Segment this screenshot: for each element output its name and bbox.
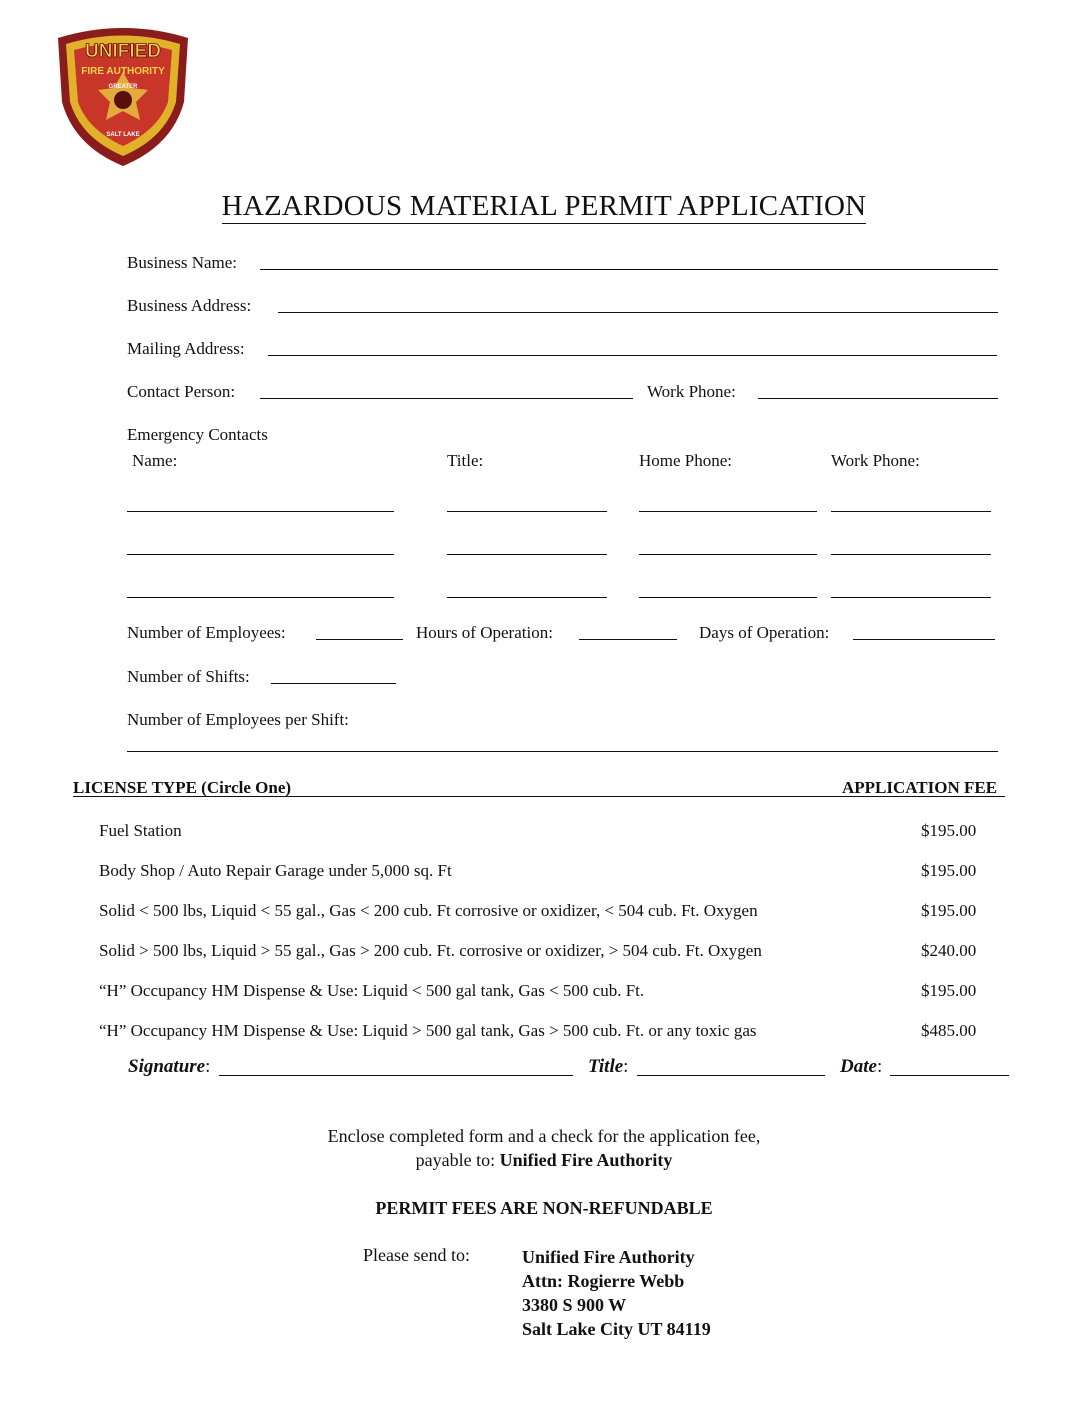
address-line: Attn: Rogierre Webb xyxy=(522,1271,685,1291)
license-desc: “H” Occupancy HM Dispense & Use: Liquid < 500 gal tank, Gas < 500 cub. Ft. xyxy=(99,981,645,1000)
business-address-input[interactable] xyxy=(278,292,998,313)
license-fee: $195.00 xyxy=(921,901,977,920)
address-line: Unified Fire Authority xyxy=(522,1247,695,1267)
emergency-name-1[interactable] xyxy=(127,491,394,512)
business-name-input[interactable] xyxy=(260,249,998,270)
signature-title-label: Title: xyxy=(588,1056,629,1077)
date-input[interactable] xyxy=(890,1055,1009,1076)
license-fee: $240.00 xyxy=(921,941,977,960)
contact-person-input[interactable] xyxy=(260,378,633,399)
emergency-home-phone-3[interactable] xyxy=(639,577,817,598)
license-fee: $195.00 xyxy=(921,981,977,1000)
emergency-title-1[interactable] xyxy=(447,491,607,512)
license-fee: $195.00 xyxy=(921,861,977,880)
application-fee-header: APPLICATION FEE xyxy=(842,778,998,797)
license-desc: Solid < 500 lbs, Liquid < 55 gal., Gas < 200 cub. Ft corrosive or oxidizer, < 504 cub. Ft. Oxygen xyxy=(99,901,758,920)
mailing-address-block xyxy=(522,1245,711,1341)
signature-title-input[interactable] xyxy=(637,1055,825,1076)
emergency-work-phone-1[interactable] xyxy=(831,491,991,512)
address-line: 3380 S 900 W xyxy=(522,1295,627,1315)
unified-fire-authority-logo xyxy=(52,24,194,170)
business-address-label: Business Address: xyxy=(127,296,252,315)
hours-of-operation-label: Hours of Operation: xyxy=(416,623,553,642)
mailing-address-input[interactable] xyxy=(268,335,997,356)
license-desc: Fuel Station xyxy=(99,821,182,840)
num-employees-input[interactable] xyxy=(316,619,403,640)
license-desc: Body Shop / Auto Repair Garage under 5,000 sq. Ft xyxy=(99,861,452,880)
num-shifts-label: Number of Shifts: xyxy=(127,667,250,686)
logo-top-text: UNIFIED xyxy=(85,41,161,62)
emergency-title-2[interactable] xyxy=(447,534,607,555)
num-employees-label: Number of Employees: xyxy=(127,623,286,642)
emergency-name-3[interactable] xyxy=(127,577,394,598)
work-phone-label: Work Phone: xyxy=(647,382,736,401)
logo-greater: GREATER xyxy=(108,84,138,90)
license-fee: $485.00 xyxy=(921,1021,977,1040)
signature-label: Signature: xyxy=(128,1056,211,1077)
page-title: HAZARDOUS MATERIAL PERMIT APPLICATION xyxy=(221,190,867,222)
work-phone-input[interactable] xyxy=(758,378,998,399)
address-line: Salt Lake City UT 84119 xyxy=(522,1319,711,1339)
emergency-work-phone-2[interactable] xyxy=(831,534,991,555)
footer-instruction: Enclose completed form and a check for the application fee, xyxy=(327,1126,761,1146)
emergency-contacts-heading: Emergency Contacts xyxy=(127,425,268,444)
non-refundable-notice: PERMIT FEES ARE NON-REFUNDABLE xyxy=(375,1198,713,1218)
contact-person-label: Contact Person: xyxy=(127,382,236,401)
emergency-col-home-phone: Home Phone: xyxy=(639,451,733,470)
num-shifts-input[interactable] xyxy=(271,663,396,684)
hours-of-operation-input[interactable] xyxy=(579,619,677,640)
business-name-label: Business Name: xyxy=(127,253,238,272)
license-type-header: LICENSE TYPE (Circle One) xyxy=(73,778,292,797)
signature-input[interactable] xyxy=(219,1055,573,1076)
employees-per-shift-input[interactable] xyxy=(127,731,998,752)
mailing-address-label: Mailing Address: xyxy=(127,339,245,358)
date-label: Date: xyxy=(840,1056,883,1077)
emergency-col-work-phone: Work Phone: xyxy=(831,451,920,470)
employees-per-shift-label: Number of Employees per Shift: xyxy=(127,710,349,729)
emergency-col-name: Name: xyxy=(132,451,178,470)
emergency-home-phone-1[interactable] xyxy=(639,491,817,512)
emergency-work-phone-3[interactable] xyxy=(831,577,991,598)
license-desc: Solid > 500 lbs, Liquid > 55 gal., Gas > 200 cub. Ft. corrosive or oxidizer, > 504 cub. Ft. Oxygen xyxy=(99,941,762,960)
emergency-col-title: Title: xyxy=(447,451,484,470)
logo-city: SALT LAKE xyxy=(106,132,140,138)
license-fee: $195.00 xyxy=(921,821,977,840)
emergency-title-3[interactable] xyxy=(447,577,607,598)
license-desc: “H” Occupancy HM Dispense & Use: Liquid > 500 gal tank, Gas > 500 cub. Ft. or any toxic gas xyxy=(99,1021,757,1040)
footer-payable: payable to: Unified Fire Authority xyxy=(415,1150,673,1170)
emergency-name-2[interactable] xyxy=(127,534,394,555)
license-header-rule xyxy=(73,796,1005,797)
days-of-operation-label: Days of Operation: xyxy=(699,623,830,642)
emergency-home-phone-2[interactable] xyxy=(639,534,817,555)
days-of-operation-input[interactable] xyxy=(853,619,995,640)
logo-sub-text: FIRE AUTHORITY xyxy=(81,66,165,77)
send-to-label: Please send to: xyxy=(363,1245,470,1265)
